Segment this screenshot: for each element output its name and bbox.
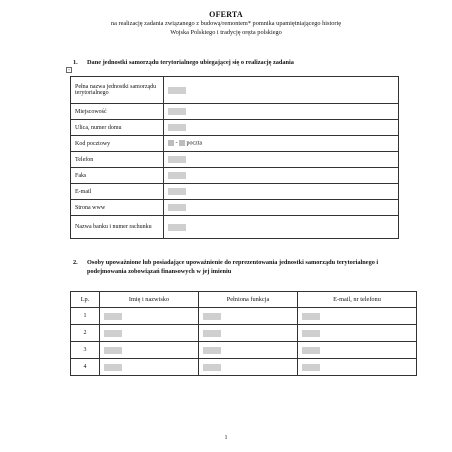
grey-placeholder xyxy=(203,313,221,320)
table-header-row xyxy=(71,292,417,308)
grey-placeholder xyxy=(104,313,122,320)
grey-placeholder xyxy=(302,364,320,371)
column-header-function: Pełniona funkcja xyxy=(199,292,298,308)
grey-placeholder xyxy=(302,313,320,320)
table-row xyxy=(71,325,417,342)
table-row xyxy=(71,152,399,168)
postal-suffix-label: poczta xyxy=(186,140,203,147)
function-field[interactable] xyxy=(199,359,298,376)
table-row xyxy=(71,168,399,184)
grey-placeholder xyxy=(168,188,186,195)
grey-placeholder xyxy=(168,156,186,163)
value-field-city[interactable] xyxy=(164,104,399,120)
column-header-name: Imię i nazwisko xyxy=(100,292,199,308)
grey-placeholder xyxy=(168,204,186,211)
name-field[interactable] xyxy=(100,342,199,359)
table-move-handle-icon[interactable]: + xyxy=(67,67,71,72)
name-field[interactable] xyxy=(100,359,199,376)
table-row xyxy=(71,200,399,216)
row-number: 1 xyxy=(71,308,100,325)
grey-placeholder xyxy=(104,347,122,354)
document-title: OFERTA xyxy=(209,10,243,19)
column-header-lp: Lp. xyxy=(71,292,100,308)
name-field[interactable] xyxy=(100,308,199,325)
row-number: 4 xyxy=(71,359,100,376)
grey-placeholder xyxy=(203,364,221,371)
column-header-contact: E-mail, nr telefonu xyxy=(298,292,417,308)
row-label: Telefon xyxy=(71,152,164,168)
grey-placeholder xyxy=(302,330,320,337)
table-row xyxy=(71,308,417,325)
grey-placeholder xyxy=(168,124,186,131)
value-field-street[interactable] xyxy=(164,120,399,136)
function-field[interactable] xyxy=(199,342,298,359)
table-row xyxy=(71,77,399,104)
function-field[interactable] xyxy=(199,308,298,325)
row-number: 2 xyxy=(71,325,100,342)
row-label: Miejscowość xyxy=(71,104,164,120)
table-row xyxy=(71,120,399,136)
postal-dash: - xyxy=(175,140,178,147)
row-label: Pełna nazwa jednostki samorządu terytorialnego xyxy=(71,77,164,104)
grey-placeholder xyxy=(168,87,186,94)
row-label: Kod pocztowy xyxy=(71,136,164,152)
grey-placeholder xyxy=(203,330,221,337)
section-1-text: Dane jednostki samorządu terytorialnego ubiegającej się o realizację zadania xyxy=(87,59,294,66)
value-field-postal-code[interactable] xyxy=(164,136,399,152)
grey-placeholder xyxy=(203,347,221,354)
name-field[interactable] xyxy=(100,325,199,342)
table-row xyxy=(71,184,399,200)
postal-code-part-2[interactable] xyxy=(179,140,185,146)
grey-placeholder xyxy=(302,347,320,354)
grey-placeholder xyxy=(168,172,186,179)
grey-placeholder xyxy=(168,108,186,115)
contact-field[interactable] xyxy=(298,359,417,376)
value-field-full-name[interactable] xyxy=(164,77,399,104)
subtitle-line-1: na realizację zadania związanego z budową/remontem* pomnika upamiętniającego historię xyxy=(110,20,342,27)
table-row xyxy=(71,136,399,152)
document-subtitle xyxy=(60,19,392,37)
value-field-bank-account[interactable] xyxy=(164,216,399,239)
row-label: Strona www xyxy=(71,200,164,216)
value-field-fax[interactable] xyxy=(164,168,399,184)
row-label: E-mail xyxy=(71,184,164,200)
grey-placeholder xyxy=(104,364,122,371)
row-label: Nazwa banku i numer rachunku xyxy=(71,216,164,239)
contact-field[interactable] xyxy=(298,308,417,325)
function-field[interactable] xyxy=(199,325,298,342)
section-2-text: Osoby upoważnione lub posiadające upoważnienie do reprezentowania jednostki samorządu terytorialnego i podejmowania zobowiązań finansowych w jej imieniu xyxy=(87,259,379,275)
contact-field[interactable] xyxy=(298,342,417,359)
table-row xyxy=(71,104,399,120)
row-label: Faks xyxy=(71,168,164,184)
table-row xyxy=(71,216,399,239)
grey-placeholder xyxy=(168,224,186,231)
grey-placeholder xyxy=(104,330,122,337)
authorized-persons-table xyxy=(70,291,417,376)
table-row xyxy=(71,342,417,359)
value-field-website[interactable] xyxy=(164,200,399,216)
table-row xyxy=(71,359,417,376)
organization-data-table xyxy=(70,76,399,239)
row-number: 3 xyxy=(71,342,100,359)
value-field-phone[interactable] xyxy=(164,152,399,168)
contact-field[interactable] xyxy=(298,325,417,342)
row-label: Ulica, numer domu xyxy=(71,120,164,136)
postal-code-part-1[interactable] xyxy=(168,140,174,146)
page-number: 1 xyxy=(224,435,228,441)
section-1-number: 1. xyxy=(73,59,78,66)
value-field-email[interactable] xyxy=(164,184,399,200)
section-2-number: 2. xyxy=(73,259,78,266)
subtitle-line-2: Wojska Polskiego i tradycję oręża polskiego xyxy=(170,29,282,36)
